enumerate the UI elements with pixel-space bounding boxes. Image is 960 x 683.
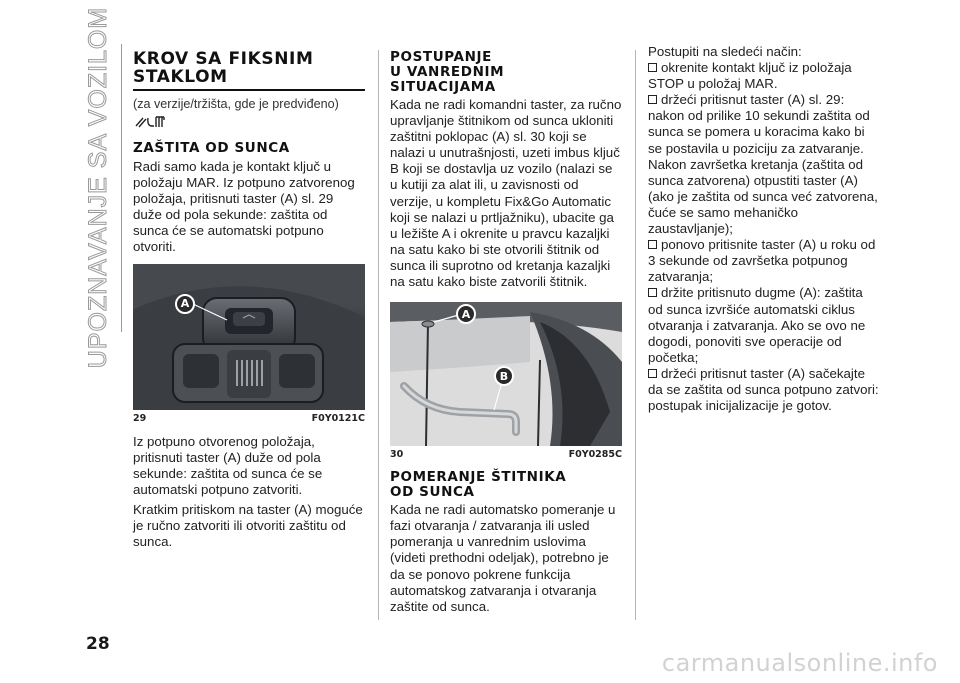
list-item: držeći pritisnut taster (A) sačekajte da se zaštita od sunca potpuno zatvori: postupak inicijalizacije je gotov. (648, 365, 879, 414)
figure-caption (390, 449, 622, 460)
figure-code: F0Y0285C (568, 449, 622, 461)
column-divider-2 (635, 50, 636, 620)
figure-number: 29 (133, 412, 147, 424)
checkbox-bullet-icon (648, 369, 657, 378)
side-rule (121, 44, 122, 332)
callout-badge-b: B (494, 366, 514, 386)
list-item: ponovo pritisnite taster (A) u roku od 3 sekunde od završetka potpunog zatvaranja; (648, 237, 876, 285)
page-number: 28 (86, 634, 110, 654)
callout-badge-a: A (175, 294, 195, 314)
paragraph: Kada ne radi komandni taster, za ručno upravljanje štitnikom od sunca ukloniti zaštitni poklopac (A) sl. 30 koji se nalazi u unutrašnjosti, uzeti imbus ključ B koji se dostavlja uz vozilo (nalazi se u kutiji za alat ili, u zavisnosti od verzije, u kompletu Fix&Go Automatic koji se nalazi u prtljažniku), ubacite ga u ležište A i okrenite u pravcu kazaljki na satu kako bi ste otvorili štitnik od sunca ili suprotno od kretanja kazaljki na satu kako biste zatvorili štitnik. (390, 97, 622, 290)
checkbox-bullet-icon (648, 240, 657, 249)
callout-badge-a: A (456, 304, 476, 324)
paragraph: Iz potpuno otvorenog položaja, pritisnuti taster (A) duže od pola sekunde: zaštita od sunca će se automatski potpuno zatvoriti. (133, 433, 323, 497)
subsection-title: ZAŠTITA OD SUNCA (133, 140, 290, 156)
checkbox-bullet-icon (648, 288, 657, 297)
paragraph: Postupiti na sledeći način: (648, 44, 802, 59)
paragraph: Kratkim pritiskom na taster (A) moguće je ručno zatvoriti ili otvoriti zaštitu od sunca. (133, 501, 363, 550)
list-item: okrenite kontakt ključ iz položaja STOP u položaj MAR. (648, 60, 852, 92)
column-2 (390, 50, 622, 615)
figure-29-image (133, 264, 365, 410)
list-item: držeći pritisnut taster (A) sl. 29: nakon od prilike 10 sekundi zaštita od sunca se pomera u koracima kako bi se postavila u poziciju za zatvaranje. Nakon završetka kretanja (zaštita od sunca zatvorena) otpustiti taster (A) (ako je zaštita od sunca već zatvorena, čuće se samo mehaničko zaustavljanje); (648, 92, 878, 237)
side-section-tab (82, 6, 116, 368)
column-divider-1 (378, 50, 379, 620)
checkbox-bullet-icon (648, 63, 657, 72)
side-section-label: UPOZNAVANJE SA VOZILOM (84, 6, 113, 368)
figure-code: F0Y0121C (311, 412, 365, 424)
paragraph: Radi samo kada je kontakt ključ u položaju MAR. Iz potpuno zatvorenog položaja, pritisnuti taster (A) sl. 29 duže od pola sekunde: zaštita od sunca će se automatski potpuno otvoriti. (133, 159, 355, 255)
figure-caption (133, 413, 365, 424)
title-underline (133, 89, 365, 91)
figure-number: 30 (390, 449, 404, 461)
checkbox-bullet-icon (648, 95, 657, 104)
column-1 (133, 50, 365, 550)
figure-30-image (390, 302, 622, 446)
section-title: KROV SA FIKSNIM STAKLOM (133, 49, 314, 87)
section-title: POSTUPANJE U VANREDNIM SITUACIJAMA (390, 49, 505, 95)
subtitle: (za verzije/tržišta, gde je predviđeno) (133, 97, 339, 111)
watermark: carmanualsonline.info (661, 649, 938, 677)
sunroof-switch-icon (133, 114, 365, 135)
list-item: držite pritisnuto dugme (A): zaštita od sunca izvršiće automatski ciklus otvaranja i zatvaranja. Ako se ovo ne dogodi, ponoviti sve operacije od početka; (648, 285, 866, 365)
section-title: POMERANJE ŠTITNIKA OD SUNCA (390, 469, 567, 501)
column-3 (648, 44, 880, 414)
paragraph: Kada ne radi automatsko pomeranje u fazi otvaranja / zatvaranja ili usled pomeranja u vanrednim uslovima (videti prethodni odeljak), potrebno je da se ponovo pokrene funkcija automatskog zatvaranja i otvaranja zaštite od sunca. (390, 502, 616, 614)
